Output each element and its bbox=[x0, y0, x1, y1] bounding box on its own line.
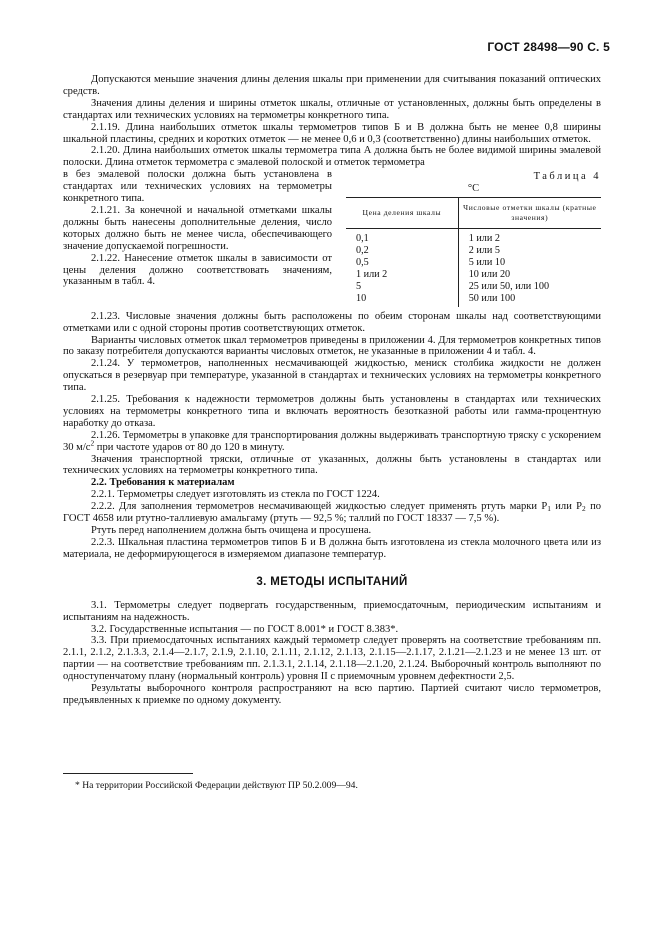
paragraph: Значения транспортной тряски, отличные от указанных, должны быть установлены в стандартах или технических условиях на термометры конкретного типа. bbox=[63, 453, 601, 477]
paragraph: Варианты числовых отметок шкал термометров приведены в приложении 4. Для термометров конкретных типов по заказу потребителя допускаются варианты числовых отметок, не указанные в приложении 4 и табл. 4. bbox=[63, 334, 601, 358]
paragraph: в без эмалевой полоски должна быть установлена в стандартах или технических условиях на термометры конкретного типа. bbox=[63, 169, 332, 205]
subsection-title: 2.2. Требования к материалам bbox=[91, 477, 235, 489]
cell-marks: 1 или 2 bbox=[468, 233, 500, 245]
table-wrap-area bbox=[63, 169, 601, 310]
paragraph: 2.2.1. Термометры следует изготовлять из стекла по ГОСТ 1224. bbox=[91, 489, 380, 501]
paragraph: 2.1.20. Длина наибольших отметок шкалы термометра типа А должна быть не более видимой ширины эмалевой полоски. Длина отметок термометра с эмалевой полоской и отметок термометра bbox=[63, 145, 601, 169]
paragraph: 2.1.22. Нанесение отметок шкалы в зависимости от цены деления должно соответствовать значениям, указанным в табл. 4. bbox=[63, 252, 332, 288]
table-row bbox=[346, 257, 601, 269]
table-row bbox=[346, 281, 601, 293]
paragraph: Результаты выборочного контроля распространяют на всю партию. Партией считают число термометров, предъявленных к приемке по одному документу. bbox=[63, 683, 601, 706]
col-header-price: Цена деления шкалы bbox=[346, 198, 458, 229]
paragraph: 3.2. Государственные испытания — по ГОСТ 8.001* и ГОСТ 8.383*. bbox=[91, 623, 399, 635]
cell-price: 0,1 bbox=[346, 229, 458, 245]
paragraph: Ртуть перед наполнением должна быть очищена и просушена. bbox=[91, 525, 372, 536]
footnote: * На территории Российской Федерации действуют ПР 50.2.009—94. bbox=[75, 780, 358, 791]
paragraph: 2.1.19. Длина наибольших отметок шкалы термометров типов Б и В должна быть не менее 0,8 ширины шкальной пластины, средних и коротких отметок — не менее 0,6 и 0,3 (соответственно) длины наибольших отметок. bbox=[63, 121, 601, 145]
cell-marks: 50 или 100 bbox=[468, 292, 516, 304]
footnote-area bbox=[63, 773, 601, 791]
paragraph: 3.1. Термометры следует подвергать государственным, приемосдаточным, периодическим испытаниям и испытаниям на надежность. bbox=[63, 599, 601, 623]
footnote-divider bbox=[63, 773, 193, 774]
cell-price: 10 bbox=[346, 293, 458, 307]
col-header-marks: Числовые отметки шкалы (кратные значения) bbox=[458, 198, 601, 229]
paragraph-2-1-26: 2.1.26. Термометры в упаковке для транспортирования должны выдерживать транспортную тряску с ускорением 30 $м/с^2$ при частоте ударов от 80 до 120 в минуту. bbox=[63, 429, 601, 453]
table-row bbox=[346, 229, 601, 245]
paragraph: 2.1.23. Числовые значения должны быть расположены по обеим сторонам шкалы над соответствующими отметками или с одной стороны против соответствующих отметок. bbox=[63, 310, 601, 334]
section-title: 3. МЕТОДЫ ИСПЫТАНИЙ bbox=[256, 575, 408, 588]
table-4 bbox=[346, 171, 601, 306]
cell-marks: 5 или 10 bbox=[468, 257, 506, 269]
paragraph: 2.1.21. За конечной и начальной отметками шкалы должны быть нанесены дополнительные деления, число которых должно быть не менее числа, обеспечивающего значение допускаемой погрешности. bbox=[63, 204, 332, 252]
paragraph: Допускаются меньшие значения длины деления шкалы при применении для считывания показаний оптических средств. bbox=[63, 74, 601, 97]
paragraph: 2.2.3. Шкальная пластина термометров типов Б и В должна быть изготовлена из стекла молочного цвета или из материала, не деформирующегося в измеряемом диапазоне температур. bbox=[63, 536, 601, 560]
cell-marks: 25 или 50, или 100 bbox=[468, 280, 550, 292]
scale-marks-table bbox=[346, 197, 601, 306]
cell-price: 1 или 2 bbox=[346, 269, 458, 281]
cell-price: 0,5 bbox=[346, 257, 458, 269]
cell-price: 5 bbox=[346, 281, 458, 293]
table-unit: °С bbox=[467, 183, 480, 195]
table-row bbox=[346, 269, 601, 281]
cell-marks: 2 или 5 bbox=[468, 245, 500, 257]
paragraph: Значения длины деления и ширины отметок шкалы, отличные от установленных, должны быть определены в стандартах или технических условиях на термометры конкретного типа. bbox=[63, 97, 601, 121]
table-caption: Таблица 4 bbox=[533, 171, 601, 183]
paragraph: 3.3. При приемосдаточных испытаниях каждый термометр следует проверять на соответствие требованиям пп. 2.1.1, 2.1.2, 2.1.3.3, 2.1.4—2.1.7, 2.1.9, 2.1.10, 2.1.11, 2.1.12, 2.1.13, 2.1.15—2.1.17, 2.1.21—2.1.23 и не менее 13 шт. от партии — на соответствие требованиям пп. 2.1.3.1, 2.1.14, 2.1.18—2.1.20, 2.1.24. Выборочный контроль выполняют по одноступенчатому плану (нормальный контроль) уровня II с приемочным уровнем дефектности 2,5. bbox=[63, 635, 601, 683]
paragraph: 2.1.24. У термометров, наполненных несмачивающей жидкостью, мениск столбика жидкости не должен опускаться в резервуар при температуре, указанной в стандартах и технических условиях на термометры конкретного типа. bbox=[63, 358, 601, 394]
page-header: ГОСТ 28498—90 С. 5 bbox=[487, 40, 610, 54]
table-row bbox=[346, 293, 601, 307]
cell-marks: 10 или 20 bbox=[468, 268, 511, 280]
table-row bbox=[346, 245, 601, 257]
cell-price: 0,2 bbox=[346, 245, 458, 257]
paragraph-2-2-2: 2.2.2. Для заполнения термометров несмачивающей жидкостью следует применять ртуть марки $Р_1$ или $Р_2$ по ГОСТ 4658 или ртутно-таллиевую амальгаму (ртуть — 92,5 %; таллий по ГОСТ 18337 — 7,5 %). bbox=[63, 501, 601, 525]
paragraph: 2.1.25. Требования к надежности термометров должны быть установлены в стандартах или технических условиях на термометры конкретного типа и включать вероятность безотказной работы или гамма-процентную наработку до отказа. bbox=[63, 394, 601, 429]
document-body bbox=[63, 74, 601, 707]
